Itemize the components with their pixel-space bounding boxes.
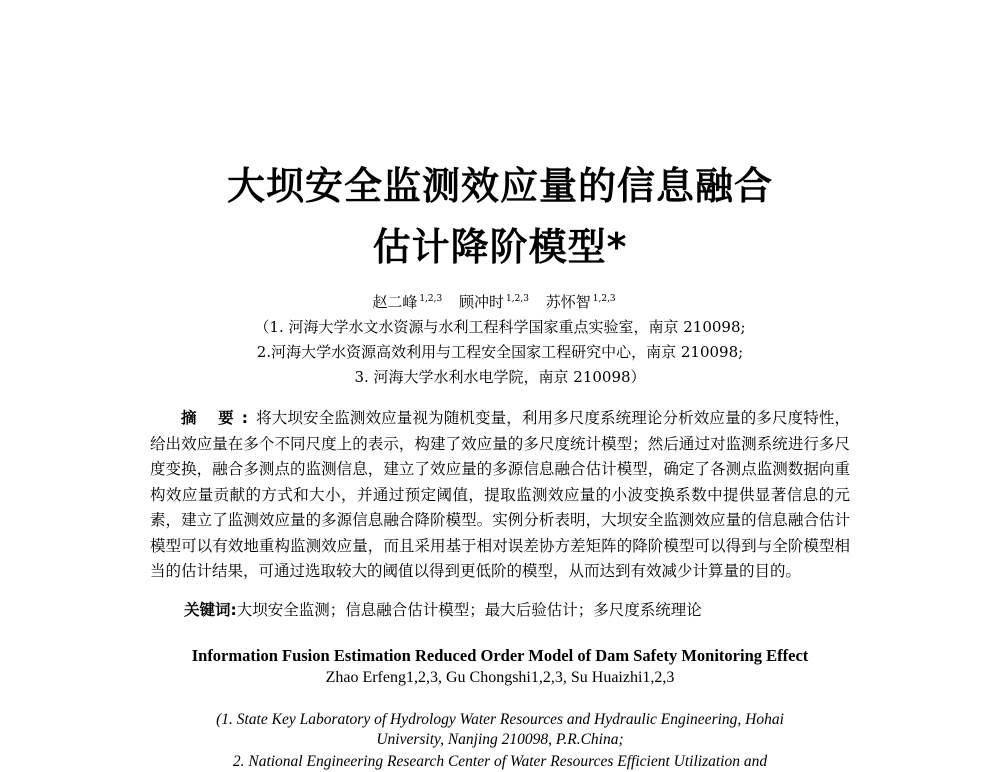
abstract-text: 将大坝安全监测效应量视为随机变量，利用多尺度系统理论分析效应量的多尺度特性，给出效应量在多个不同尺度上的表示，构建了效应量的多尺度统计模型；然后通过对监测系统进行多尺度变换，融合多测点的监测信息，建立了效应量的多源信息融合估计模型，确定了各测点监测数据向重构效应量贡献的方式和大小，并通过预定阈值，提取监测效应量的小波变换系数中提供显著信息的元素，建立了监测效应量的多源信息融合降阶模型。实例分析表明，大坝安全监测效应量的信息融合估计模型可以有效地重构监测效应量，而且采用基于相对误差协方差矩阵的降阶模型可以得到与全阶模型相当的估计结果，可通过选取较大的阈值以得到更低阶的模型，从而达到有效减少计算量的目的。 — [150, 409, 850, 580]
title-cn-line-2: 估计降阶模型* — [372, 225, 628, 269]
affiliation-en-2: University, Nanjing 210098, P.R.China; — [376, 731, 624, 748]
abstract-cn — [150, 406, 850, 585]
title-en: Information Fusion Estimation Reduced Order Model of Dam Safety Monitoring Effect — [191, 646, 809, 665]
affiliation-en-1: (1. State Key Laboratory of Hydrology Water Resources and Hydraulic Engineering, Hohai — [216, 711, 784, 728]
keywords-cn — [184, 598, 850, 622]
author-cn-name: 顾冲时 — [459, 293, 505, 311]
author-cn-name: 苏怀智 — [545, 293, 591, 311]
author-cn-affil: 1,2,3 — [506, 294, 529, 304]
keywords-label: 关键词: — [184, 601, 237, 619]
authors-cn — [0, 292, 1000, 312]
authors-en: Zhao Erfeng1,2,3, Gu Chongshi1,2,3, Su Huaizhi1,2,3 — [325, 669, 675, 686]
title-cn-line-1: 大坝安全监测效应量的信息融合 — [226, 164, 773, 208]
affiliation-en-3: 2. National Engineering Research Center of Water Resources Efficient Utilization and — [232, 753, 768, 770]
author-cn-affil: 1,2,3 — [419, 294, 443, 304]
author-cn-affil: 1,2,3 — [592, 294, 616, 304]
affiliation-cn-2: 2.河海大学水资源高效利用与工程安全国家工程研究中心，南京 210098; — [256, 343, 744, 361]
affiliation-cn-1: （1. 河海大学水文水资源与水利工程科学国家重点实验室，南京 210098; — [254, 318, 746, 336]
abstract-label: 摘 要: — [181, 409, 256, 427]
affiliation-cn-3: 3. 河海大学水利水电学院，南京 210098） — [354, 368, 646, 386]
author-cn-name: 赵二峰 — [372, 293, 418, 311]
keywords-text: 大坝安全监测；信息融合估计模型；最大后验估计；多尺度系统理论 — [236, 601, 702, 619]
